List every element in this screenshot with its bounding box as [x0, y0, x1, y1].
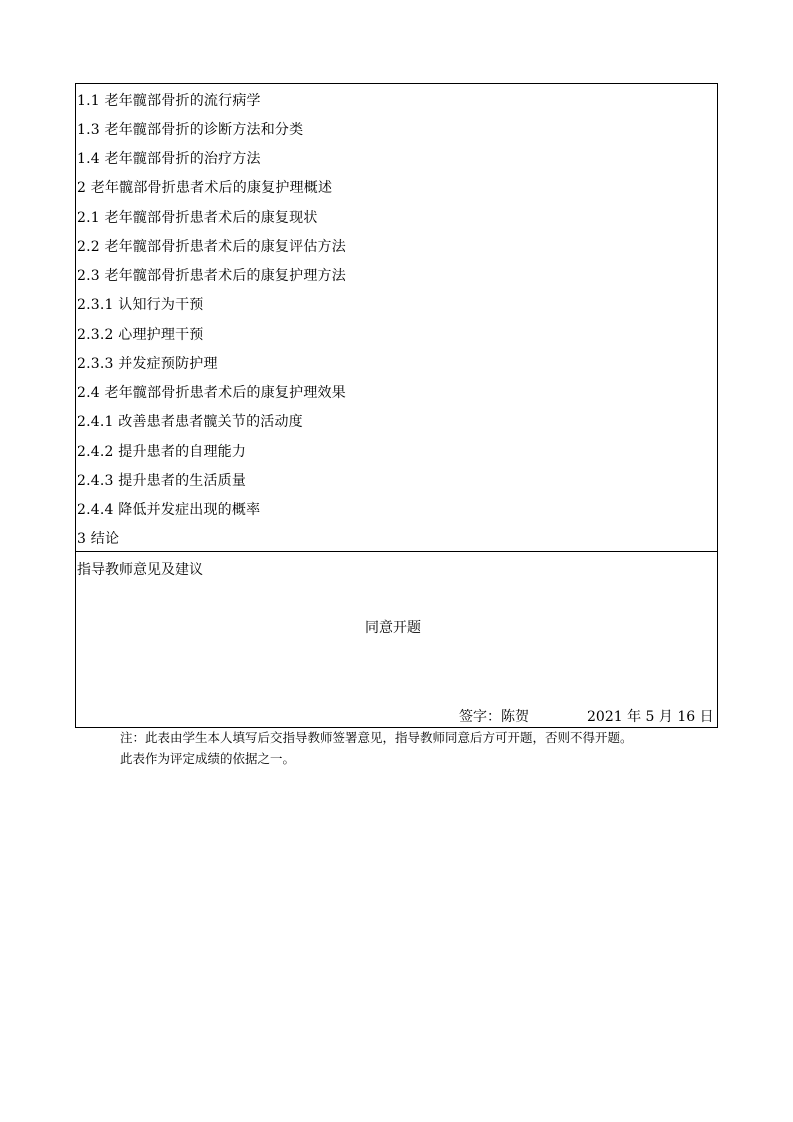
advisor-signature: 签字：陈贺 — [459, 709, 529, 725]
outline-item: 2.4.2 提升患者的自理能力 — [77, 444, 247, 460]
signature-date: 2021 年 5 月 16 日 — [587, 709, 714, 725]
outline-item: 2.4.3 提升患者的生活质量 — [77, 473, 247, 489]
outline-item: 2.2 老年髋部骨折患者术后的康复评估方法 — [77, 239, 346, 255]
outline-item: 2.3.2 心理护理干预 — [77, 327, 204, 343]
outline-item: 1.3 老年髋部骨折的诊断方法和分类 — [77, 122, 304, 138]
proposal-form-table — [75, 83, 718, 728]
advisor-opinion-label: 指导教师意见及建议 — [77, 562, 203, 578]
outline-item: 1.4 老年髋部骨折的治疗方法 — [77, 151, 261, 167]
outline-item: 2.3.3 并发症预防护理 — [77, 356, 218, 372]
outline-item: 1.1 老年髋部骨折的流行病学 — [77, 93, 261, 109]
outline-item: 3 结论 — [77, 531, 120, 547]
advisor-opinion-section — [76, 552, 717, 727]
outline-item: 2.4.4 降低并发症出现的概率 — [77, 502, 261, 518]
form-note: 注：此表由学生本人填写后交指导教师签署意见，指导教师同意后方可开题，否则不得开题。 — [120, 730, 633, 745]
thesis-outline-section — [76, 84, 717, 552]
outline-item: 2.3 老年髋部骨折患者术后的康复护理方法 — [77, 268, 346, 284]
outline-item: 2.1 老年髋部骨折患者术后的康复现状 — [77, 210, 318, 226]
outline-item: 2.3.1 认知行为干预 — [77, 297, 204, 313]
outline-item: 2 老年髋部骨折患者术后的康复护理概述 — [77, 180, 333, 196]
outline-item: 2.4.1 改善患者患者髋关节的活动度 — [77, 414, 303, 430]
outline-item: 2.4 老年髋部骨折患者术后的康复护理效果 — [77, 385, 346, 401]
form-note: 此表作为评定成绩的依据之一。 — [120, 751, 296, 766]
advisor-opinion-text: 同意开题 — [365, 620, 421, 636]
